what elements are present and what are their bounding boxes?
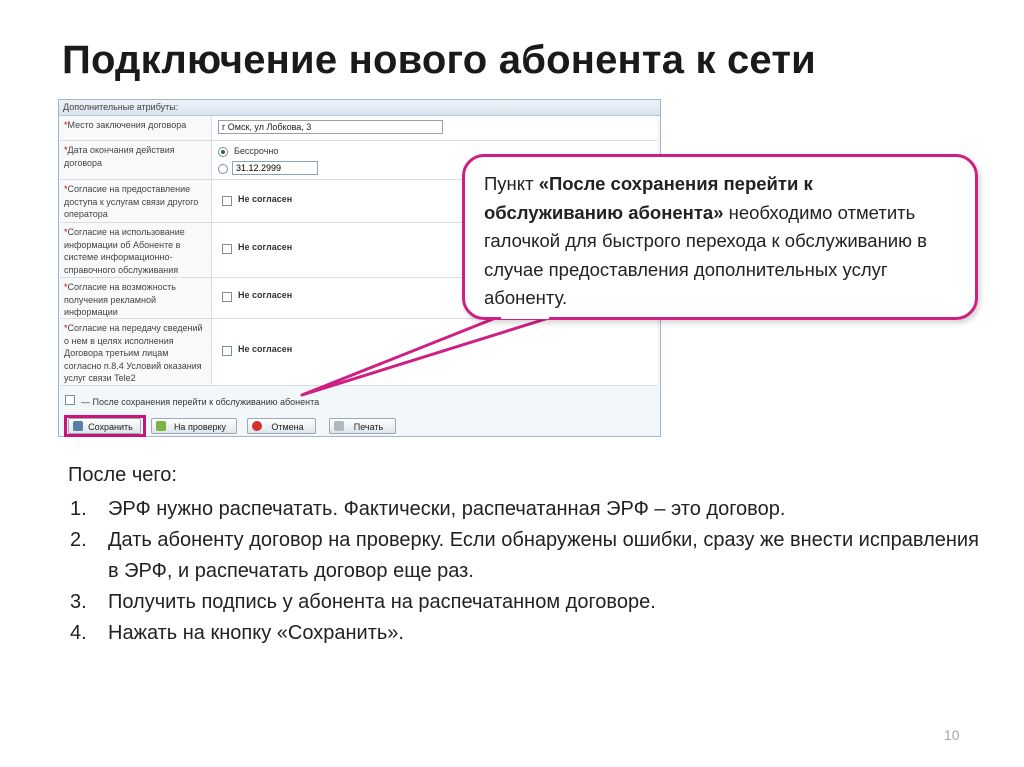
attr-label: *Согласие на передачу сведений о нем в целях исполнения Договора третьим лицам согласно п.8.4 Условий оказания услуг связи Tele2 xyxy=(60,319,212,385)
attr-label: *Дата окончания действия договора xyxy=(60,141,212,179)
slide-title: Подключение нового абонента к сети xyxy=(62,38,816,82)
attr-label: *Место заключения договора xyxy=(60,116,212,140)
cancel-button[interactable]: Отмена xyxy=(247,418,316,434)
attr-label: *Согласие на возможность получения рекламной информации xyxy=(60,278,212,318)
attr-row-consent-third-party xyxy=(60,319,657,386)
go-to-service-label: — После сохранения перейти к обслуживанию абонента xyxy=(81,397,320,407)
radio-unlimited-label: Бессрочно xyxy=(234,146,279,156)
attr-label: *Согласие на предоставление доступа к услугам связи другого оператора xyxy=(60,180,212,222)
list-item: 2. Дать абоненту договор на проверку. Если обнаружены ошибки, сразу же внести исправления в ЭРФ, и распечатать договор еще раз. xyxy=(70,529,979,582)
check-icon xyxy=(156,421,166,431)
list-item: 1. ЭРФ нужно распечатать. Фактически, распечатанная ЭРФ – это договор. xyxy=(70,498,786,520)
save-button-highlight xyxy=(64,415,146,437)
instructions-intro: После чего: xyxy=(68,464,177,486)
radio-unlimited[interactable] xyxy=(218,147,228,157)
cancel-icon xyxy=(252,421,262,431)
page-number: 10 xyxy=(944,727,960,743)
attr-row-contract-place xyxy=(60,116,657,141)
send-for-check-button[interactable]: На проверку xyxy=(151,418,237,434)
radio-date[interactable] xyxy=(218,164,228,174)
instructions-list xyxy=(68,494,988,649)
consent-info-checkbox[interactable] xyxy=(222,244,232,254)
consent-info-label: Не согласен xyxy=(238,242,293,252)
print-icon xyxy=(334,421,344,431)
consent-ads-checkbox[interactable] xyxy=(222,292,232,302)
list-item: 4. Нажать на кнопку «Сохранить». xyxy=(70,622,404,644)
attr-label: *Согласие на использование информации об Абоненте в системе информационно-справочного обслуживания xyxy=(60,223,212,277)
contract-place-input[interactable] xyxy=(218,120,443,134)
save-button[interactable]: Сохранить xyxy=(68,418,141,434)
end-date-input[interactable] xyxy=(232,161,318,175)
panel-header: Дополнительные атрибуты: xyxy=(59,100,660,116)
consent-third-party-checkbox[interactable] xyxy=(222,346,232,356)
callout-note: Пункт «После сохранения перейти к обслуживанию абонента» необходимо отметить галочкой для быстрого перехода к обслуживанию в случае предоставления дополнительных услуг абоненту. xyxy=(462,154,978,320)
go-to-service-checkbox[interactable] xyxy=(65,395,75,405)
consent-operator-checkbox[interactable] xyxy=(222,196,232,206)
list-item: 3. Получить подпись у абонента на распечатанном договоре. xyxy=(70,591,656,613)
consent-ads-label: Не согласен xyxy=(238,290,293,300)
consent-operator-label: Не согласен xyxy=(238,194,293,204)
print-button[interactable]: Печать xyxy=(329,418,396,434)
consent-third-party-label: Не согласен xyxy=(238,344,293,354)
